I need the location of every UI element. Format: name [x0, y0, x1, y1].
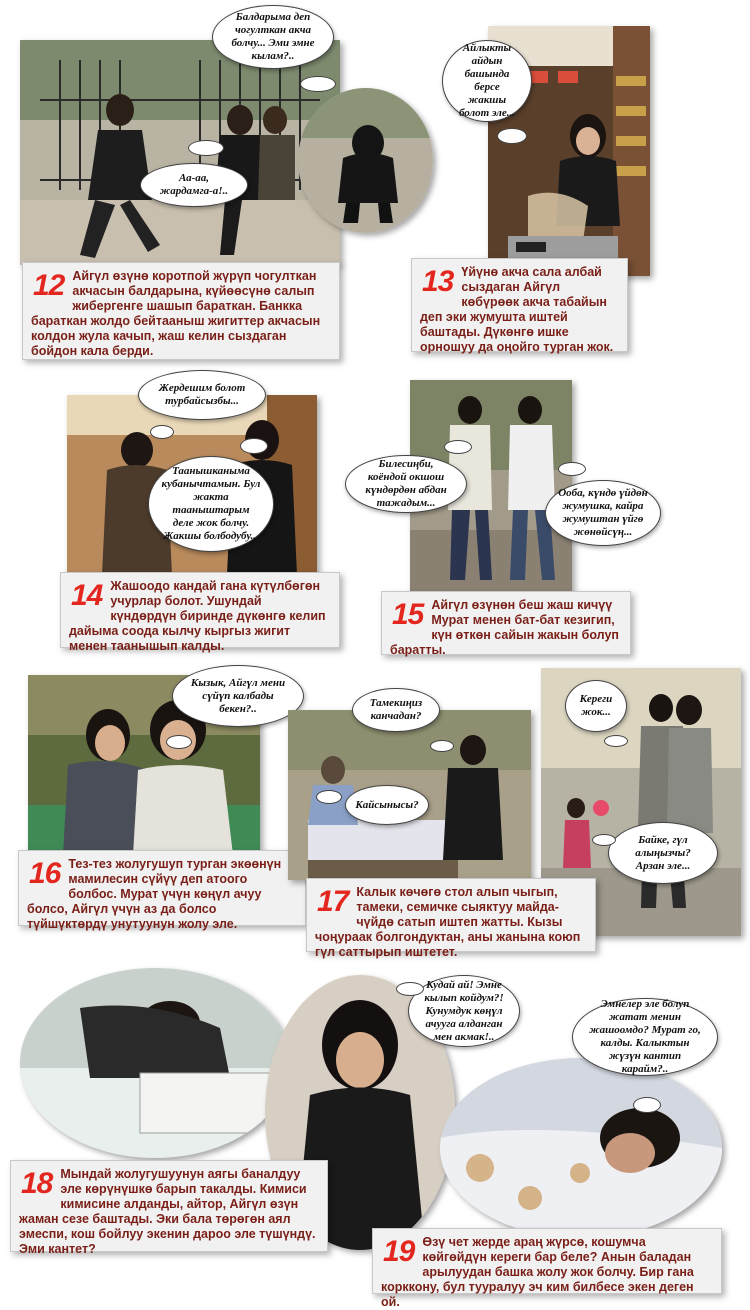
panel-number: 17 — [317, 885, 349, 918]
caption-text: Мындай жолугушуунун аягы баналдуу эле көрүнүшкө барып такалды. Кимиси кимисине алданды, айтор, Айгүл өзүн жаман сезе баштады. Эки бала төрөгөн аял эмеспи, кош бойлуу экенин дароо эле түшүндү. Эми кантет? — [19, 1167, 316, 1256]
speech-bubble: Аа-аа, жардамга-а!.. — [140, 163, 248, 207]
thought-dot — [396, 982, 424, 996]
speech-bubble: Билесиңби, коёндой окшош күндөрдөн абдан тажадым... — [345, 455, 467, 513]
panel-number: 14 — [71, 579, 103, 612]
photo-woman-crouching — [298, 88, 433, 233]
speech-bubble: Тамекиңиз канчадан? — [352, 688, 440, 732]
thought-dot — [497, 128, 527, 144]
caption-text: Үйүнө акча сала албай сыздаган Айгүл көбүрөөк акча табайын деп эки жумушта иштей баштады. Дүкөнгө ишке орношуу да оңойго турган жок. — [420, 265, 614, 354]
photo-robbery — [20, 40, 340, 265]
speech-bubble: Жердешим болот турбайсызбы... — [138, 370, 266, 420]
thought-dot — [316, 790, 342, 804]
thought-dot — [188, 140, 224, 156]
thought-dot — [240, 438, 268, 454]
speech-bubble: Балдарыма деп чогулткан акча болчу... Эми эмне кылам?.. — [212, 5, 334, 69]
caption-text: Калык көчөгө стол алып чыгып, тамеки, семичке сыяктуу майда-чүйдө сатып иштеп жатты. Кызы чоңураак болгондуктан, аны жанына коюп гүл саттырып иштетет. — [315, 885, 581, 959]
speech-bubble: Айлыкты айдын башында берсе жакшы болот эле... — [442, 40, 532, 122]
caption-17 — [306, 878, 596, 959]
thought-dot — [150, 425, 174, 439]
caption-text: Айгүл өзүнө коротпой жүрүп чогулткан акчасын балдарына, күйөөсүнө салып жибергенге шашып бараткан. Банкка бараткан жолдо бейтааныш жигиттер акчасын колдон жула качып, жаш келин сыздаган бойдон кала берди. — [31, 269, 321, 358]
panel-number: 13 — [422, 265, 454, 298]
panel-number: 15 — [392, 598, 424, 631]
speech-bubble: Таанышканыма кубанычтамын. Бул жакта тааныштарым деле жок болчу. Жакшы болбодубу... — [148, 456, 274, 552]
caption-19 — [372, 1228, 722, 1309]
thought-dot — [604, 735, 628, 747]
caption-14 — [60, 572, 340, 653]
caption-15 — [381, 591, 631, 655]
speech-bubble: Ооба, күндө үйдөн жумушка, кайра жумуштан үйгө жөнөйсүң... — [545, 480, 661, 546]
caption-13 — [411, 258, 628, 352]
speech-bubble: Байке, гүл алыңызчы? Арзан эле... — [608, 822, 718, 884]
thought-dot — [430, 740, 454, 752]
thought-dot — [633, 1097, 661, 1113]
caption-text: Жашоодо кандай гана күтүлбөгөн учурлар болот. Ушундай күндөрдүн биринде дүкөнгө келип дайыма соода кылчу кыргыз жигит менен таанышып калды. — [69, 579, 326, 653]
panel-number: 18 — [21, 1167, 53, 1200]
panel-number: 16 — [29, 857, 61, 890]
caption-text: Айгүл өзүнөн беш жаш кичүү Мурат менен бат-бат кезигип, күн өткөн сайын жакын болуп баратты. — [390, 598, 619, 657]
caption-18 — [10, 1160, 328, 1256]
caption-text: Тез-тез жолугушуп турган экөөнүн мамилесин сүйүү деп атоого болбос. Мурат үчүн көңүл ачуу болсо, Айгүл үчүн аз да болсо түйшүктөрдү унутуунун жолу эле. — [27, 857, 282, 931]
thought-dot — [166, 735, 192, 749]
speech-bubble: Кереги жок... — [565, 680, 627, 732]
thought-dot — [592, 834, 616, 846]
panel-number: 12 — [33, 269, 65, 302]
caption-12 — [22, 262, 340, 360]
caption-text: Өзү чет жерде араң жүрсө, кошумча көйгөйдүн кереги бар беле? Анын баладан арылуудан башка жолу жок болчу. Бир гана корккону, бул тууралуу эч ким билбесе экен деген ой. — [381, 1235, 694, 1309]
speech-bubble: Кызык, Айгүл мени сүйүп калбады бекен?.. — [172, 665, 304, 727]
caption-16 — [18, 850, 306, 931]
thought-dot — [444, 440, 472, 454]
photo-woman-sink — [20, 968, 290, 1158]
thought-dot — [558, 462, 586, 476]
panel-number: 19 — [383, 1235, 415, 1268]
speech-bubble: Кайсынысы? — [345, 785, 429, 825]
photo-woman-in-bed — [440, 1058, 722, 1238]
thought-dot — [300, 76, 336, 92]
speech-bubble: Эмнелер эле болуп жатат менин жашоомдо? Мурат го, калды. Калыктын жүзүн кантип карайм?.. — [572, 998, 718, 1076]
speech-bubble: Кудай ай! Эмне кылып койдум?! Кунумдук көңүл ачууга алданган мен акмак!.. — [408, 975, 520, 1047]
